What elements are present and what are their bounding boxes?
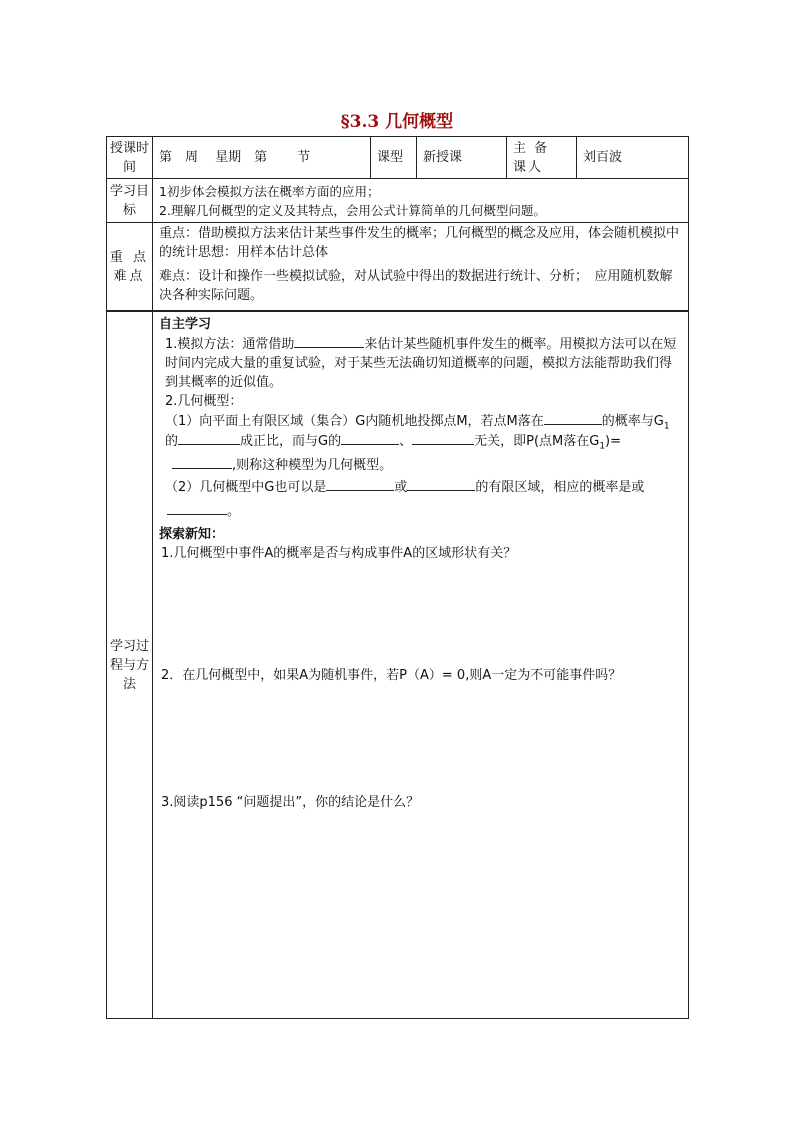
item-1: [159, 334, 682, 392]
label-teaching-time: 授课时间: [107, 137, 153, 179]
objective-1: 1初步体会模拟方法在概率方面的应用；: [159, 184, 380, 199]
item-2-1: [159, 411, 682, 451]
label-lesson-type: 课型: [371, 137, 417, 179]
text-segment: 、: [399, 434, 413, 449]
lead-teacher-value: 刘百波: [577, 137, 689, 179]
text-segment: 。: [227, 504, 241, 519]
process-content: [153, 312, 689, 1019]
question-1: 1.几何概型中事件A的概率是否与构成事件A的区域形状有关？: [161, 546, 517, 561]
explore-heading: 探索新知：: [159, 527, 225, 542]
lesson-type-value: 新授课: [417, 137, 507, 179]
blank-line: [178, 431, 240, 445]
objectives-row: [107, 179, 689, 223]
item-2-1-end: [159, 455, 682, 475]
self-study-heading: 自主学习: [159, 317, 212, 332]
blank-line: [407, 477, 475, 491]
lesson-plan-table: [106, 136, 689, 1019]
keypoints-content: [153, 223, 689, 311]
text-segment: 成正比，而与G的: [240, 434, 342, 449]
item1-suffix: 来估计某些随机事件发生的概率。用模拟方法可以在短时间内完成大量的重复试验，对于某些无法确切知道概率的问题，模拟方法能帮助我们得到其概率的近似值。: [165, 337, 677, 390]
text-segment: ,则称这种模型为几何概型。: [232, 458, 393, 473]
answer-space-2: [159, 685, 682, 793]
document-title: §3.3 几何概型: [340, 112, 454, 132]
blank-line: [294, 334, 364, 348]
text-segment: 或: [394, 480, 408, 495]
answer-space-1: [159, 563, 682, 666]
subscript: 1: [663, 421, 670, 432]
label-keypoints: 重 点难点: [107, 223, 153, 311]
text-segment: 的有限区域，相应的概率是或: [475, 480, 645, 495]
objectives-content: [153, 179, 689, 223]
blank-line: [326, 477, 394, 491]
question-2: 2．在几何概型中，如果A为随机事件，若P（A）= 0,则A一定为不可能事件吗？: [161, 668, 622, 683]
key-points: 重点：借助模拟方法来估计某些事件发生的概率；几何概型的概念及应用，体会随机模拟中的统计思想：用样本估计总体: [159, 226, 680, 260]
teaching-time-value: 第 周 星期 第 节: [153, 137, 371, 179]
item-2: 2.几何概型：: [165, 394, 243, 409]
item-2-2-end: [159, 501, 682, 521]
header-row: [107, 137, 689, 179]
text-segment: 无关，即P(点M落在G: [474, 434, 600, 449]
objective-2: 2.理解几何概型的定义及其特点，会用公式计算简单的几何概型问题。: [159, 203, 546, 218]
label-lead-teacher: 主 备 课人: [507, 137, 577, 179]
item-2-2: [159, 477, 682, 497]
blank-line: [172, 455, 232, 469]
text-segment: 的概率与G: [601, 414, 664, 429]
subscript: 1: [599, 441, 606, 452]
label-process: 学习过程与方法: [107, 312, 153, 1019]
blank-line: [412, 431, 474, 445]
blank-line: [167, 501, 227, 515]
blank-line: [341, 431, 399, 445]
text-segment: （2）几何概型中G也可以是: [165, 480, 327, 495]
blank-line: [544, 411, 602, 425]
text-segment: 的: [165, 434, 179, 449]
question-3: 3.阅读p156 “问题提出”，你的结论是什么？: [161, 795, 420, 810]
label-objectives: 学习目标: [107, 179, 153, 223]
keypoints-row: [107, 223, 689, 311]
text-segment: )=: [605, 434, 622, 449]
item1-prefix: 1.模拟方法：通常借助: [165, 337, 295, 352]
process-row: [107, 312, 689, 1019]
text-segment: （1）向平面上有限区域（集合）G内随机地投掷点M，若点M落在: [165, 414, 544, 429]
difficult-points: 难点：设计和操作一些模拟试验，对从试验中得出的数据进行统计、分析； 应用随机数解决各种实际问题。: [159, 269, 673, 303]
